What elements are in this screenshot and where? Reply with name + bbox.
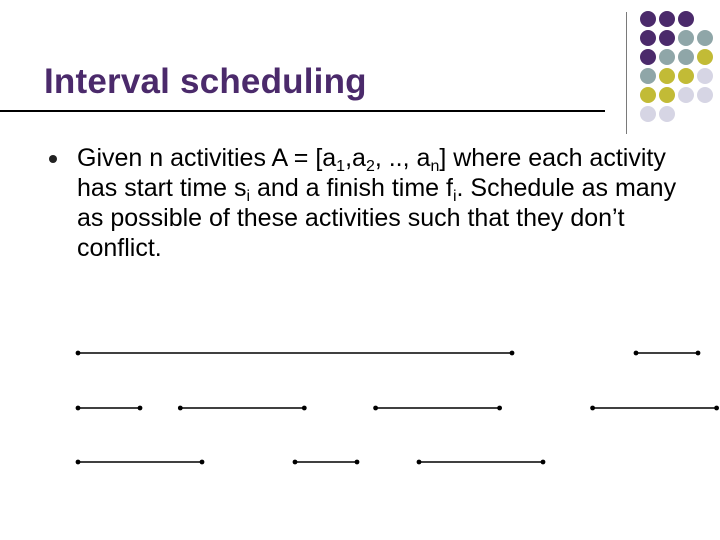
interval-segment: [634, 351, 701, 356]
interval-segment: [76, 351, 515, 356]
interval-endpoint: [200, 460, 205, 465]
interval-endpoint: [590, 406, 595, 411]
text-run: and a finish time f: [250, 174, 453, 202]
slide-title: Interval scheduling: [44, 62, 367, 101]
interval-segment: [178, 406, 307, 411]
interval-endpoint: [696, 351, 701, 356]
interval-segment: [373, 406, 502, 411]
interval-endpoint: [417, 460, 422, 465]
interval-segment: [590, 406, 719, 411]
interval-segment: [76, 406, 143, 411]
interval-endpoint: [76, 460, 81, 465]
interval-endpoint: [541, 460, 546, 465]
interval-endpoint: [76, 351, 81, 356]
interval-endpoint: [497, 406, 502, 411]
interval-endpoint: [355, 460, 360, 465]
interval-endpoint: [293, 460, 298, 465]
interval-endpoint: [634, 351, 639, 356]
interval-segment: [76, 460, 205, 465]
interval-endpoint: [138, 406, 143, 411]
text-run: ] where each activity has start time s: [77, 144, 666, 202]
subscript: n: [430, 158, 440, 175]
interval-endpoint: [302, 406, 307, 411]
text-run: Given n activities A = [a: [77, 144, 337, 172]
interval-endpoint: [714, 406, 719, 411]
interval-endpoint: [76, 406, 81, 411]
interval-endpoint: [373, 406, 378, 411]
subscript: 1: [336, 158, 346, 175]
subscript: 2: [365, 158, 375, 175]
interval-segment: [293, 460, 360, 465]
text-run: ,a: [345, 144, 366, 172]
text-run: , .., a: [374, 144, 431, 172]
interval-segment: [417, 460, 546, 465]
interval-endpoint: [178, 406, 183, 411]
subscript: i: [452, 188, 457, 205]
interval-endpoint: [510, 351, 515, 356]
subscript: i: [246, 188, 251, 205]
text-run: . Schedule as many as possible of these activities such that they don’t conflict.: [77, 174, 677, 262]
